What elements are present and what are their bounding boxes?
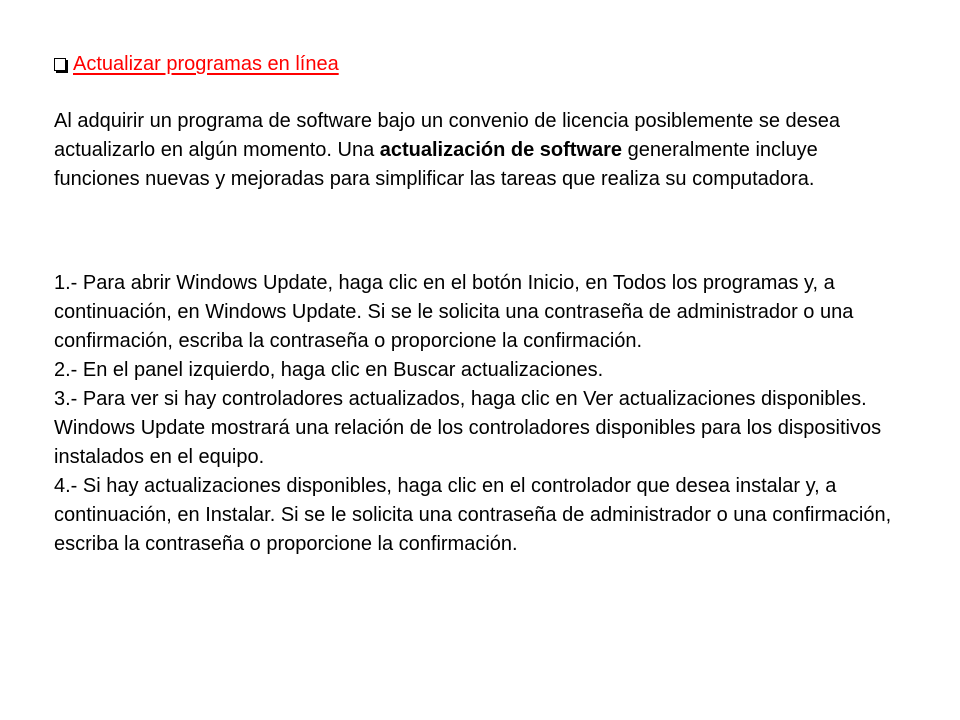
step-4: 4.- Si hay actualizaciones disponibles, haga clic en el controlador que desea instalar y, a continuación, en Instalar. Si se le solicita una contraseña de administrador o una confirmación, escriba la contraseña o proporcione la confirmación.: [54, 475, 892, 555]
intro-text-part1: Al adquirir un programa de software bajo un convenio de licencia posiblemente se desea actualizarlo en algún momento. Una: [54, 110, 841, 161]
heading-link[interactable]: Actualizar programas en línea: [73, 53, 339, 75]
checkbox-bullet-icon: [54, 58, 66, 71]
heading: [54, 52, 339, 76]
intro-text-part2: generalmente incluye funciones nuevas y mejoradas para simplificar las tareas que realiza su computadora.: [54, 139, 818, 190]
steps-list: [54, 269, 904, 559]
step-3: 3.- Para ver si hay controladores actualizados, haga clic en Ver actualizaciones disponibles. Windows Update mostrará una relación de los controladores disponibles para los dispositivos instalados en el equipo.: [54, 388, 882, 468]
intro-paragraph: [54, 107, 864, 194]
step-1: 1.- Para abrir Windows Update, haga clic en el botón Inicio, en Todos los programas y, a continuación, en Windows Update. Si se le solicita una contraseña de administrador o una confirmación, escriba la contraseña o proporcione la confirmación.: [54, 272, 854, 352]
step-2: 2.- En el panel izquierdo, haga clic en Buscar actualizaciones.: [54, 359, 604, 381]
intro-bold-term: actualización de software: [379, 139, 623, 161]
